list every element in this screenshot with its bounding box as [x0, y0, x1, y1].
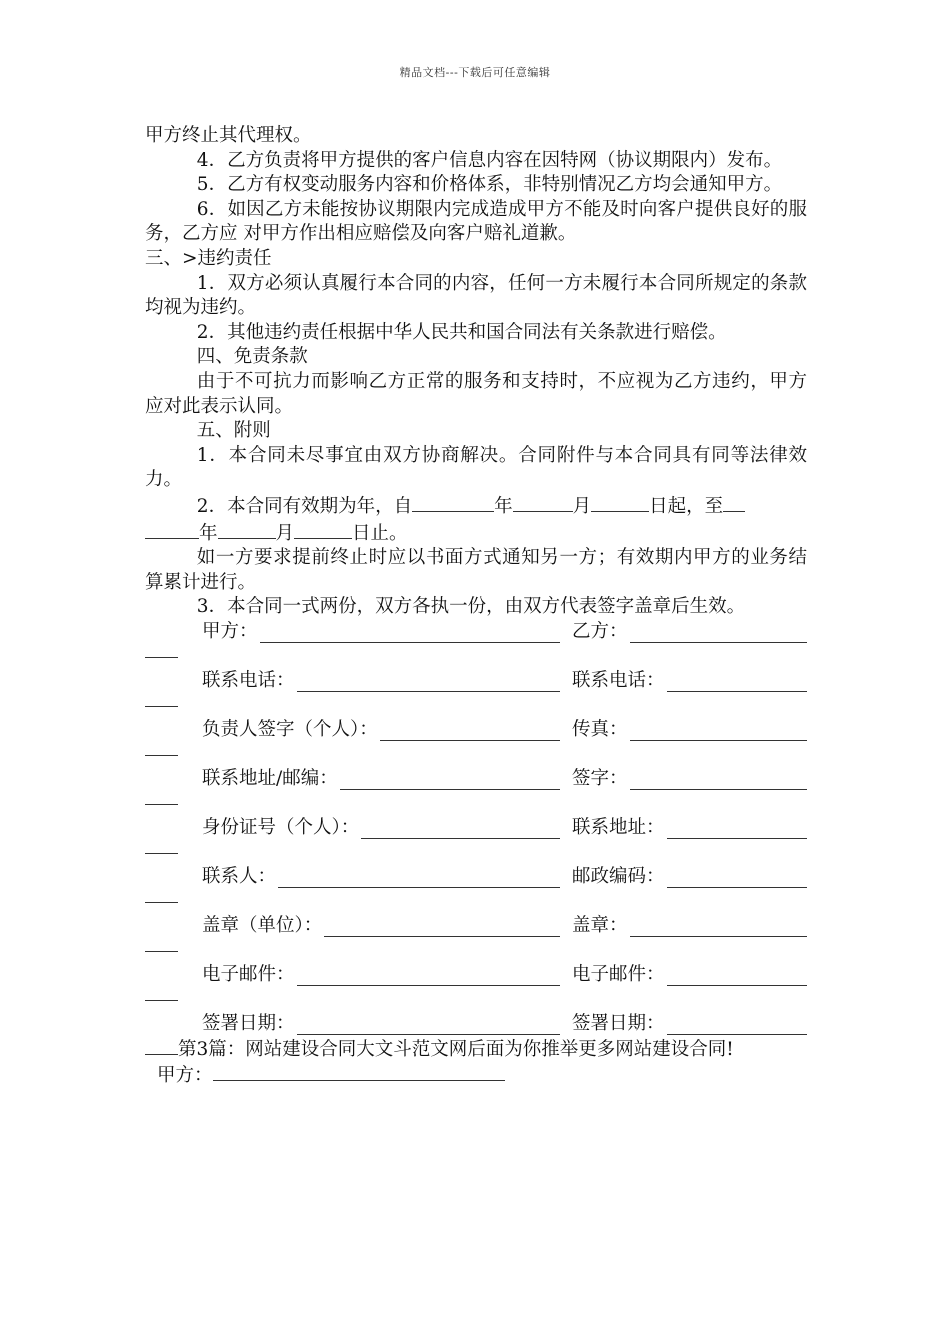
- paragraph: 6．如因乙方未能按协议期限内完成造成甲方不能及时向客户提供良好的服务，乙方应 对甲方作出相应赔偿及向客户赔礼道歉。: [145, 198, 807, 245]
- signature-row: [145, 669, 807, 718]
- signature-row: [145, 767, 807, 816]
- paragraph: 1．本合同未尽事宜由双方协商解决。合同附件与本合同具有同等法律效力。: [145, 444, 807, 491]
- signature-left-label: 联系人：: [202, 865, 277, 887]
- signature-left-label: 联系电话：: [202, 669, 295, 691]
- signature-right-label: 电子邮件：: [572, 963, 665, 985]
- signature-row: [145, 816, 807, 865]
- signature-tail-line: [145, 951, 178, 952]
- paragraph: 2．其他违约责任根据中华人民共和国合同法有关条款进行赔偿。: [196, 321, 727, 343]
- signature-tail-line: [145, 853, 178, 854]
- signature-row: [145, 963, 807, 1012]
- paragraph: 由于不可抗力而影响乙方正常的服务和支持时，不应视为乙方违约，甲方应对此表示认同。: [145, 370, 807, 417]
- signature-right-label: 联系地址：: [572, 816, 665, 838]
- blank-line: [218, 520, 276, 539]
- signature-right-field[interactable]: [667, 984, 807, 986]
- signature-tail-line: [145, 657, 178, 658]
- section-heading: 四、免责条款: [196, 346, 308, 368]
- blank-line: [412, 493, 494, 512]
- signature-left-field[interactable]: [278, 886, 560, 888]
- signature-tail-line: [145, 804, 178, 805]
- signature-tail-line: [145, 706, 178, 707]
- next-article-title: 第3篇：网站建设合同大文斗范文网后面为你推举更多网站建设合同!: [178, 1038, 734, 1060]
- signature-left-label: 甲方：: [202, 620, 258, 642]
- signature-row: [145, 718, 807, 767]
- signature-left-field[interactable]: [324, 935, 560, 937]
- blank-line: [213, 1062, 505, 1081]
- section-heading: 五、附则: [196, 420, 271, 442]
- signature-left-field[interactable]: [260, 641, 560, 643]
- signature-left-field[interactable]: [361, 837, 560, 839]
- term-text: 月: [572, 495, 592, 517]
- signature-left-field[interactable]: [297, 690, 560, 692]
- blank-line: [513, 493, 573, 512]
- signature-right-field[interactable]: [667, 690, 807, 692]
- signature-left-label: 盖章（单位）：: [202, 914, 323, 936]
- blank-line: [723, 493, 745, 512]
- term-text: 月: [275, 522, 295, 544]
- signature-row: [145, 620, 807, 669]
- signature-right-field[interactable]: [667, 837, 807, 839]
- signature-right-label: 传真：: [572, 718, 628, 740]
- blank-line: [145, 520, 199, 539]
- signature-right-label: 签署日期：: [572, 1012, 665, 1034]
- signature-right-field[interactable]: [630, 739, 807, 741]
- page-header: 精品文档---下载后可任意编辑: [399, 66, 551, 79]
- signature-left-field[interactable]: [297, 1033, 560, 1035]
- signature-left-label: 联系地址/邮编：: [202, 767, 338, 789]
- paragraph: 5．乙方有权变动服务内容和价格体系，非特别情况乙方均会通知甲方。: [196, 174, 783, 196]
- signature-right-label: 邮政编码：: [572, 865, 665, 887]
- blank-line: [591, 493, 649, 512]
- paragraph: 3．本合同一式两份，双方各执一份，由双方代表签字盖章后生效。: [196, 596, 746, 618]
- term-text: 年: [199, 522, 218, 544]
- term-text: 日起，至: [649, 495, 724, 517]
- signature-right-label: 盖章：: [572, 914, 628, 936]
- term-text: 年: [494, 495, 513, 517]
- signature-row: [145, 914, 807, 963]
- signature-tail-line: [145, 755, 178, 756]
- final-party-label: 甲方：: [157, 1065, 213, 1087]
- signature-tail-line: [145, 902, 178, 903]
- paragraph: 如一方要求提前终止时应以书面方式通知另一方；有效期内甲方的业务结算累计进行。: [145, 547, 807, 593]
- signature-left-label: 签署日期：: [202, 1012, 295, 1034]
- term-paragraph: [145, 493, 807, 546]
- blank-line: [145, 1036, 178, 1055]
- signature-row: [145, 865, 807, 914]
- signature-left-field[interactable]: [297, 984, 560, 986]
- signature-right-field[interactable]: [630, 935, 807, 937]
- blank-line: [294, 520, 352, 539]
- signature-right-field[interactable]: [667, 886, 807, 888]
- signature-tail-line: [145, 1000, 178, 1001]
- signature-left-field[interactable]: [380, 739, 560, 741]
- signature-right-field[interactable]: [630, 641, 807, 643]
- term-text: 2．本合同有效期为年，自: [196, 495, 413, 517]
- signature-block: [145, 620, 807, 1061]
- section-heading: 三、>违约责任: [145, 247, 272, 269]
- signature-left-field[interactable]: [340, 788, 560, 790]
- signature-right-field[interactable]: [630, 788, 807, 790]
- term-text: 日止。: [352, 522, 408, 544]
- signature-left-label: 负责人签字（个人）：: [202, 718, 378, 740]
- contract-body: [145, 124, 807, 1089]
- final-party-line: [157, 1062, 807, 1089]
- signature-right-label: 乙方：: [572, 620, 628, 642]
- paragraph: 1．双方必须认真履行本合同的内容，任何一方未履行本合同所规定的条款均视为违约。: [145, 272, 807, 319]
- signature-right-label: 签字：: [572, 767, 628, 789]
- signature-left-label: 电子邮件：: [202, 963, 295, 985]
- next-article-line: [145, 1036, 807, 1063]
- paragraph: 4．乙方负责将甲方提供的客户信息内容在因特网（协议期限内）发布。: [196, 149, 783, 171]
- signature-right-label: 联系电话：: [572, 669, 665, 691]
- signature-right-field[interactable]: [667, 1033, 807, 1035]
- paragraph: 甲方终止其代理权。: [145, 125, 312, 146]
- signature-left-label: 身份证号（个人）：: [202, 816, 360, 838]
